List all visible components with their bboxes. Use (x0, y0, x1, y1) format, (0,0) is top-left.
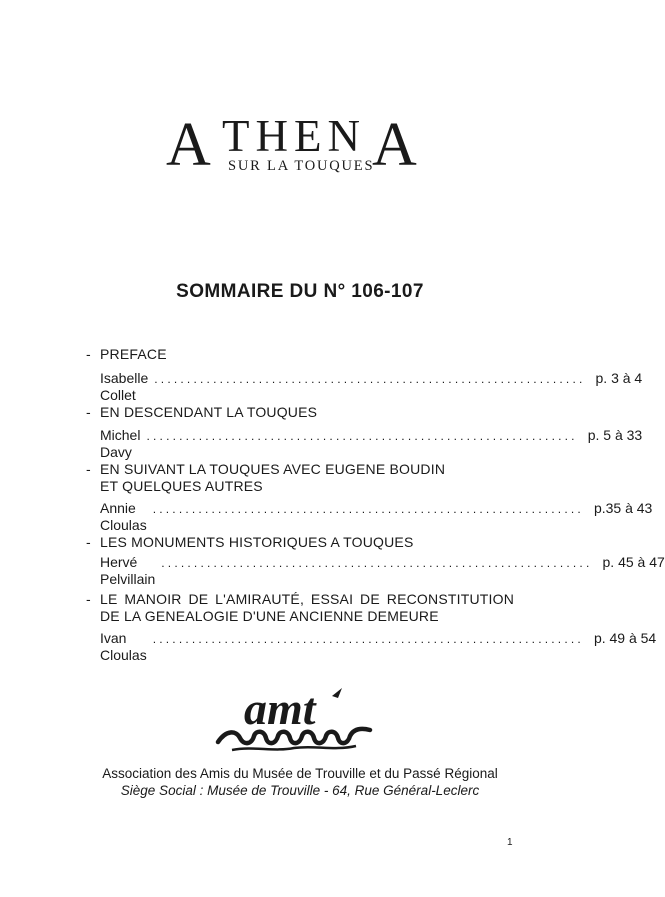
toc-author: Isabelle Collet (100, 370, 149, 403)
toc-dash: - (86, 461, 91, 477)
toc-leader-dots: .................................................................. (154, 372, 586, 386)
toc-pages: p. 45 à 47 (602, 554, 665, 570)
toc-title-line-2: DE LA GENEALOGIE D'UNE ANCIENNE DEMEURE (100, 608, 439, 624)
toc-title-line-1: EN SUIVANT LA TOUQUES AVEC EUGENE BOUDIN (100, 461, 446, 477)
footer-association: Association des Amis du Musée de Trouville et du Passé Régional (102, 766, 498, 781)
toc-author-line (100, 630, 657, 664)
toc-author: Ivan Cloulas (100, 630, 147, 663)
toc-author: Hervé Pelvillain (100, 554, 156, 587)
toc-title: EN DESCENDANT LA TOUQUES (100, 404, 318, 420)
toc-title: LES MONUMENTS HISTORIQUES A TOUQUES (100, 534, 414, 550)
toc-title-line-2: ET QUELQUES AUTRES (100, 478, 263, 494)
toc-pages: p.35 à 43 (593, 500, 653, 516)
wave-underline-icon (232, 746, 356, 750)
toc-dash: - (86, 591, 91, 607)
toc-leader-dots: .................................................................. (152, 632, 584, 646)
toc-pages: p. 5 à 33 (587, 427, 643, 443)
toc-title-line-1: LE MANOIR DE L'AMIRAUTÉ, ESSAI DE RECONSTITUTION (100, 591, 514, 607)
toc-pages: p. 3 à 4 (595, 370, 643, 386)
toc-author-line (100, 370, 643, 404)
logo-text: amt (244, 683, 316, 734)
toc-title: PREFACE (100, 346, 167, 362)
toc-leader-dots: .................................................................. (152, 502, 584, 516)
masthead-letters-middle: THEN (222, 111, 366, 161)
toc-pages: p. 49 à 54 (593, 630, 657, 646)
journal-masthead (0, 108, 600, 188)
toc-author-line (100, 500, 653, 534)
toc-dash: - (86, 346, 91, 362)
masthead-letter-first: A (166, 111, 211, 179)
toc-leader-dots: .................................................................. (146, 429, 578, 443)
association-logo (214, 684, 374, 754)
toc-author: Michel Davy (100, 427, 141, 460)
masthead-letter-last: A (372, 111, 417, 179)
page-number: 1 (507, 837, 513, 848)
flag-icon (332, 688, 342, 698)
toc-dash: - (86, 404, 91, 420)
toc-leader-dots: .................................................................. (161, 556, 593, 570)
footer-address: Siège Social : Musée de Trouville - 64, Rue Général-Leclerc (120, 783, 480, 798)
toc-author-line (100, 427, 643, 461)
toc-author: Annie Cloulas (100, 500, 147, 533)
toc-author-line (100, 554, 665, 588)
toc-dash: - (86, 534, 91, 550)
summary-title: SOMMAIRE DU N° 106-107 (176, 281, 424, 302)
masthead-subtitle: SUR LA TOUQUES (228, 158, 375, 174)
